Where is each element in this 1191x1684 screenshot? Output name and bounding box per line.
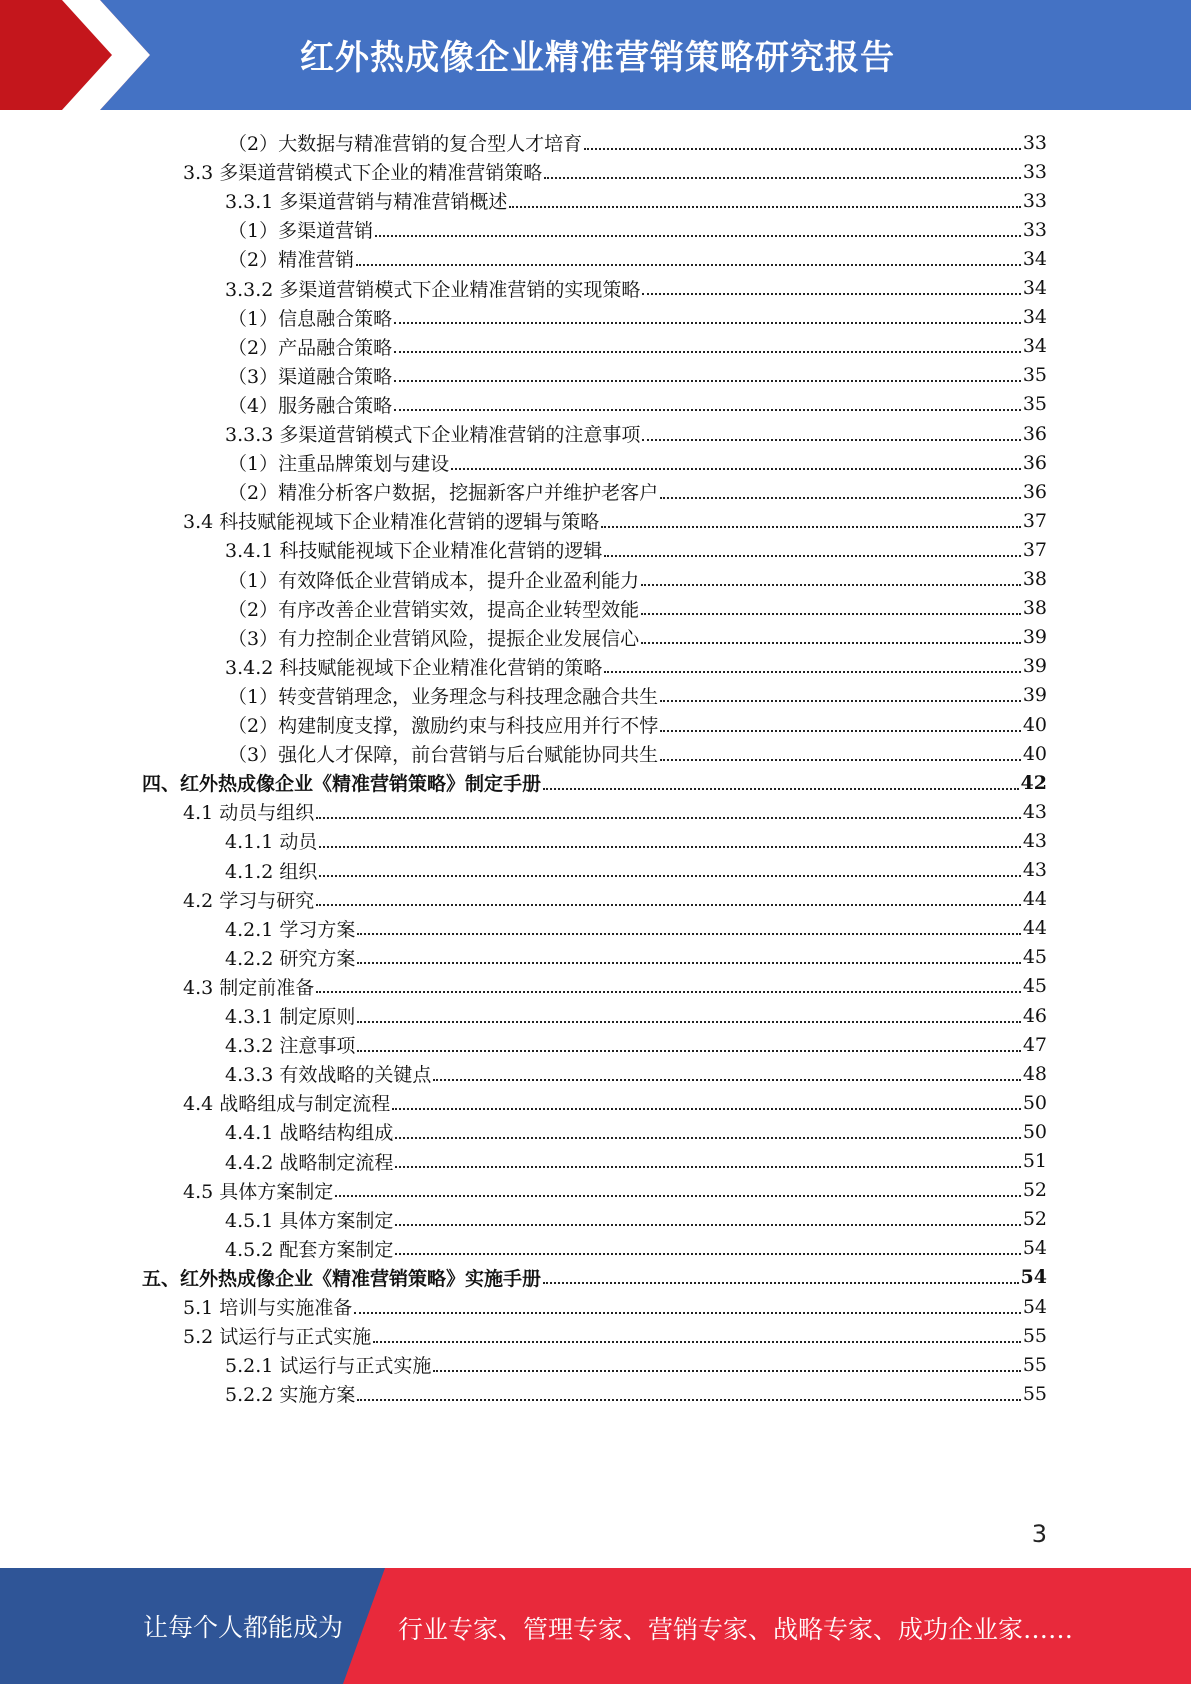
- toc-entry-page: 43: [1022, 859, 1047, 881]
- toc-dot-leader: [316, 904, 1021, 906]
- toc-dot-leader: [641, 642, 1021, 644]
- toc-entry-page: 54: [1022, 1237, 1047, 1260]
- toc-dot-leader: [357, 933, 1020, 935]
- toc-entry-page: 48: [1022, 1062, 1047, 1085]
- toc-entry-title: 3.4.2 科技赋能视域下企业精准化营销的策略: [225, 656, 603, 679]
- toc-entry-title: 4.3.1 制定原则: [225, 1006, 356, 1028]
- toc-entry-page: 33: [1022, 160, 1047, 183]
- toc-entry[interactable]: [228, 564, 1047, 595]
- toc-entry-title: 4.1 动员与组织: [183, 802, 315, 825]
- toc-entry[interactable]: [225, 418, 1047, 449]
- toc-entry-page: 52: [1022, 1208, 1047, 1231]
- toc-dot-leader: [395, 1253, 1020, 1255]
- toc-entry-title: （1）多渠道营销: [228, 220, 374, 243]
- toc-entry-page: 37: [1022, 509, 1047, 532]
- toc-dot-leader: [356, 264, 1021, 266]
- toc-entry-title: （2）产品融合策略: [228, 336, 393, 359]
- page-header: [0, 0, 1191, 110]
- toc-entry-page: 43: [1022, 800, 1047, 823]
- toc-entry[interactable]: [142, 767, 1047, 798]
- toc-dot-leader: [357, 962, 1020, 964]
- toc-entry-title: （3）有力控制企业营销风险，提振企业发展信心: [228, 627, 640, 650]
- toc-entry[interactable]: [228, 389, 1047, 420]
- toc-entry-title: 4.2.2 研究方案: [225, 947, 356, 970]
- toc-entry-title: 5.1 培训与实施准备: [183, 1297, 353, 1319]
- toc-entry[interactable]: [225, 855, 1047, 886]
- toc-entry[interactable]: [225, 1378, 1047, 1409]
- toc-entry[interactable]: [225, 534, 1047, 565]
- toc-entry-page: 52: [1022, 1179, 1047, 1202]
- toc-entry[interactable]: [228, 680, 1047, 711]
- toc-entry[interactable]: [228, 476, 1047, 507]
- toc-dot-leader: [392, 1108, 1021, 1110]
- toc-entry-title: 4.5.2 配套方案制定: [225, 1238, 394, 1261]
- toc-entry-title: （2）有序改善企业营销实效，提高企业转型效能: [228, 598, 640, 621]
- toc-entry[interactable]: [228, 709, 1047, 740]
- toc-entry-page: 33: [1022, 189, 1047, 212]
- page-footer: [0, 1568, 1191, 1684]
- toc-entry[interactable]: [228, 593, 1047, 624]
- toc-dot-leader: [641, 613, 1021, 615]
- toc-dot-leader: [543, 788, 1019, 790]
- toc-entry[interactable]: [225, 1000, 1047, 1031]
- toc-dot-leader: [509, 206, 1020, 208]
- footer-slogan-left: 让每个人都能成为: [143, 1613, 344, 1642]
- toc-entry-title: 3.3.3 多渠道营销模式下企业精准营销的注意事项: [225, 424, 641, 446]
- toc-entry[interactable]: [183, 156, 1047, 187]
- toc-dot-leader: [433, 1079, 1020, 1081]
- toc-entry[interactable]: [225, 913, 1047, 944]
- toc-entry[interactable]: [225, 1233, 1047, 1264]
- toc-entry-title: 4.4.2 战略制定流程: [225, 1151, 394, 1174]
- toc-entry-page: 54: [1022, 1295, 1047, 1318]
- toc-entry-page: 37: [1022, 538, 1047, 561]
- toc-entry[interactable]: [228, 127, 1047, 158]
- toc-entry[interactable]: [225, 1116, 1047, 1147]
- toc-entry-page: 34: [1022, 306, 1047, 329]
- toc-entry[interactable]: [183, 1320, 1047, 1351]
- toc-entry-page: 44: [1022, 917, 1047, 940]
- toc-entry-title: （1）转变营销理念，业务理念与科技理念融合共生: [228, 685, 659, 708]
- toc-entry[interactable]: [225, 1204, 1047, 1235]
- toc-entry[interactable]: [228, 214, 1047, 245]
- toc-entry-page: 36: [1022, 422, 1047, 445]
- toc-entry-title: 4.5 具体方案制定: [183, 1180, 334, 1203]
- toc-entry-title: （2）构建制度支撑，激励约束与科技应用并行不悖: [228, 715, 659, 737]
- toc-entry-page: 45: [1022, 946, 1047, 969]
- toc-entry-title: 3.4.1 科技赋能视域下企业精准化营销的逻辑: [225, 540, 603, 563]
- footer-slogan-right: 行业专家、管理专家、营销专家、战略专家、成功企业家……: [398, 1615, 1074, 1644]
- toc-entry[interactable]: [183, 1175, 1047, 1206]
- toc-entry-title: 五、红外热成像企业《精准营销策略》实施手册: [142, 1267, 542, 1290]
- report-title: 红外热成像企业精准营销策略研究报告: [300, 38, 895, 78]
- toc-dot-leader: [395, 1166, 1020, 1168]
- toc-entry-title: （3）强化人才保障，前台营销与后台赋能协同共生: [228, 744, 659, 767]
- toc-entry-title: （2）大数据与精准营销的复合型人才培育: [228, 133, 583, 155]
- toc-entry-title: （4）服务融合策略: [228, 394, 393, 417]
- toc-entry[interactable]: [183, 796, 1047, 827]
- toc-entry-title: （2）精准分析客户数据，挖掘新客户并维护老客户: [228, 482, 659, 505]
- toc-entry-title: （1）有效降低企业营销成本，提升企业盈利能力: [228, 569, 640, 592]
- toc-entry-title: （1）信息融合策略: [228, 307, 393, 330]
- toc-entry-title: 4.1.2 组织: [225, 860, 318, 883]
- toc-entry-title: 4.3 制定前准备: [183, 976, 315, 999]
- toc-entry-page: 34: [1022, 277, 1047, 299]
- toc-dot-leader: [375, 235, 1021, 237]
- toc-dot-leader: [395, 1224, 1020, 1226]
- toc-entry-page: 42: [1020, 771, 1047, 794]
- toc-dot-leader: [316, 817, 1021, 819]
- toc-entry-title: （3）渠道融合策略: [228, 365, 393, 388]
- toc-entry-title: 3.3.2 多渠道营销模式下企业精准营销的实现策略: [225, 278, 641, 301]
- toc-entry[interactable]: [225, 1146, 1047, 1177]
- toc-entry-title: 4.4 战略组成与制定流程: [183, 1093, 391, 1116]
- toc-entry-title: 4.4.1 战略结构组成: [225, 1122, 394, 1145]
- toc-entry[interactable]: [225, 1349, 1047, 1380]
- toc-entry-page: 40: [1022, 713, 1047, 736]
- toc-entry-page: 43: [1022, 829, 1047, 852]
- toc-entry-page: 33: [1022, 131, 1047, 154]
- toc-entry-title: 3.4 科技赋能视域下企业精准化营销的逻辑与策略: [183, 511, 600, 534]
- toc-dot-leader: [601, 526, 1021, 528]
- toc-dot-leader: [394, 322, 1021, 324]
- toc-entry-title: 四、红外热成像企业《精准营销策略》制定手册: [142, 773, 542, 796]
- toc-entry[interactable]: [183, 1087, 1047, 1118]
- toc-dot-leader: [584, 148, 1021, 150]
- toc-dot-leader: [395, 1137, 1020, 1139]
- toc-dot-leader: [357, 1050, 1020, 1052]
- toc-dot-leader: [660, 759, 1021, 761]
- toc-entry[interactable]: [183, 1291, 1047, 1322]
- toc-entry-page: 33: [1022, 218, 1047, 241]
- toc-entry-title: 4.1.1 动员: [225, 831, 318, 854]
- toc-entry-page: 51: [1022, 1150, 1047, 1172]
- toc-dot-leader: [660, 730, 1021, 732]
- toc-entry-page: 55: [1022, 1382, 1047, 1405]
- toc-entry-title: 5.2.1 试运行与正式实施: [225, 1355, 432, 1378]
- toc-entry[interactable]: [228, 447, 1047, 478]
- toc-entry-title: 4.2 学习与研究: [183, 889, 315, 912]
- toc-entry-page: 54: [1020, 1266, 1047, 1289]
- toc-dot-leader: [394, 351, 1021, 353]
- toc-entry[interactable]: [228, 360, 1047, 391]
- toc-entry-page: 36: [1022, 451, 1047, 474]
- toc-entry[interactable]: [225, 185, 1047, 216]
- toc-entry[interactable]: [225, 651, 1047, 682]
- toc-dot-leader: [394, 409, 1021, 411]
- toc-dot-leader: [394, 380, 1021, 382]
- toc-entry-page: 35: [1022, 364, 1047, 387]
- toc-entry-title: （2）精准营销: [228, 249, 355, 272]
- toc-dot-leader: [641, 584, 1021, 586]
- toc-entry-page: 36: [1022, 480, 1047, 503]
- toc-entry-page: 39: [1022, 684, 1047, 707]
- toc-entry[interactable]: [225, 825, 1047, 856]
- toc-dot-leader: [319, 846, 1020, 848]
- toc-entry[interactable]: [228, 302, 1047, 333]
- toc-dot-leader: [451, 468, 1021, 470]
- toc-entry-page: 46: [1022, 1004, 1047, 1027]
- toc-entry-title: （1）注重品牌策划与建设: [228, 453, 450, 476]
- toc-entry-page: 38: [1022, 597, 1047, 620]
- toc-entry[interactable]: [228, 331, 1047, 362]
- toc-entry-page: 38: [1022, 568, 1047, 590]
- toc-entry[interactable]: [228, 243, 1047, 274]
- toc-entry-title: 5.2 试运行与正式实施: [183, 1326, 372, 1349]
- toc-entry[interactable]: [183, 884, 1047, 915]
- toc-dot-leader: [319, 875, 1020, 877]
- toc-dot-leader: [354, 1312, 1021, 1314]
- toc-dot-leader: [543, 1282, 1019, 1284]
- toc-entry-page: 39: [1022, 626, 1047, 649]
- toc-entry-page: 39: [1022, 655, 1047, 678]
- toc-entry-page: 55: [1022, 1353, 1047, 1376]
- toc-dot-leader: [316, 991, 1021, 993]
- toc-entry-title: 4.3.3 有效战略的关键点: [225, 1064, 432, 1087]
- toc-entry[interactable]: [183, 971, 1047, 1002]
- toc-dot-leader: [544, 177, 1021, 179]
- toc-entry[interactable]: [183, 505, 1047, 536]
- toc-dot-leader: [604, 671, 1020, 673]
- toc-dot-leader: [357, 1399, 1020, 1401]
- page-number: 3: [1031, 1520, 1047, 1548]
- toc-entry-title: 4.2.1 学习方案: [225, 918, 356, 941]
- toc-entry[interactable]: [225, 1058, 1047, 1089]
- toc-entry-page: 55: [1022, 1324, 1047, 1347]
- toc-entry-page: 40: [1022, 742, 1047, 765]
- toc-entry-title: 4.5.1 具体方案制定: [225, 1209, 394, 1232]
- toc-entry-page: 50: [1022, 1091, 1047, 1114]
- toc-entry-page: 35: [1022, 393, 1047, 416]
- toc-dot-leader: [604, 555, 1020, 557]
- toc-dot-leader: [642, 439, 1020, 441]
- toc-dot-leader: [357, 1021, 1020, 1023]
- toc-entry[interactable]: [228, 622, 1047, 653]
- toc-entry[interactable]: [225, 942, 1047, 973]
- toc-entry-page: 44: [1022, 888, 1047, 911]
- toc-entry-page: 45: [1022, 975, 1047, 998]
- toc-entry-title: 3.3.1 多渠道营销与精准营销概述: [225, 191, 508, 214]
- toc-dot-leader: [433, 1370, 1020, 1372]
- toc-entry-page: 50: [1022, 1120, 1047, 1143]
- toc-dot-leader: [660, 700, 1021, 702]
- toc-entry[interactable]: [142, 1262, 1047, 1293]
- toc-entry-page: 34: [1022, 247, 1047, 270]
- toc-entry[interactable]: [225, 273, 1047, 304]
- toc-dot-leader: [660, 497, 1021, 499]
- toc-entry-title: 4.3.2 注意事项: [225, 1035, 356, 1058]
- toc-entry-title: 3.3 多渠道营销模式下企业的精准营销策略: [183, 162, 543, 185]
- toc-dot-leader: [373, 1341, 1021, 1343]
- toc-entry[interactable]: [228, 738, 1047, 769]
- toc-entry-title: 5.2.2 实施方案: [225, 1384, 356, 1407]
- toc-dot-leader: [335, 1195, 1021, 1197]
- toc-entry-page: 34: [1022, 335, 1047, 358]
- toc-dot-leader: [642, 293, 1020, 295]
- toc-entry[interactable]: [225, 1029, 1047, 1060]
- toc-entry-page: 47: [1022, 1033, 1047, 1056]
